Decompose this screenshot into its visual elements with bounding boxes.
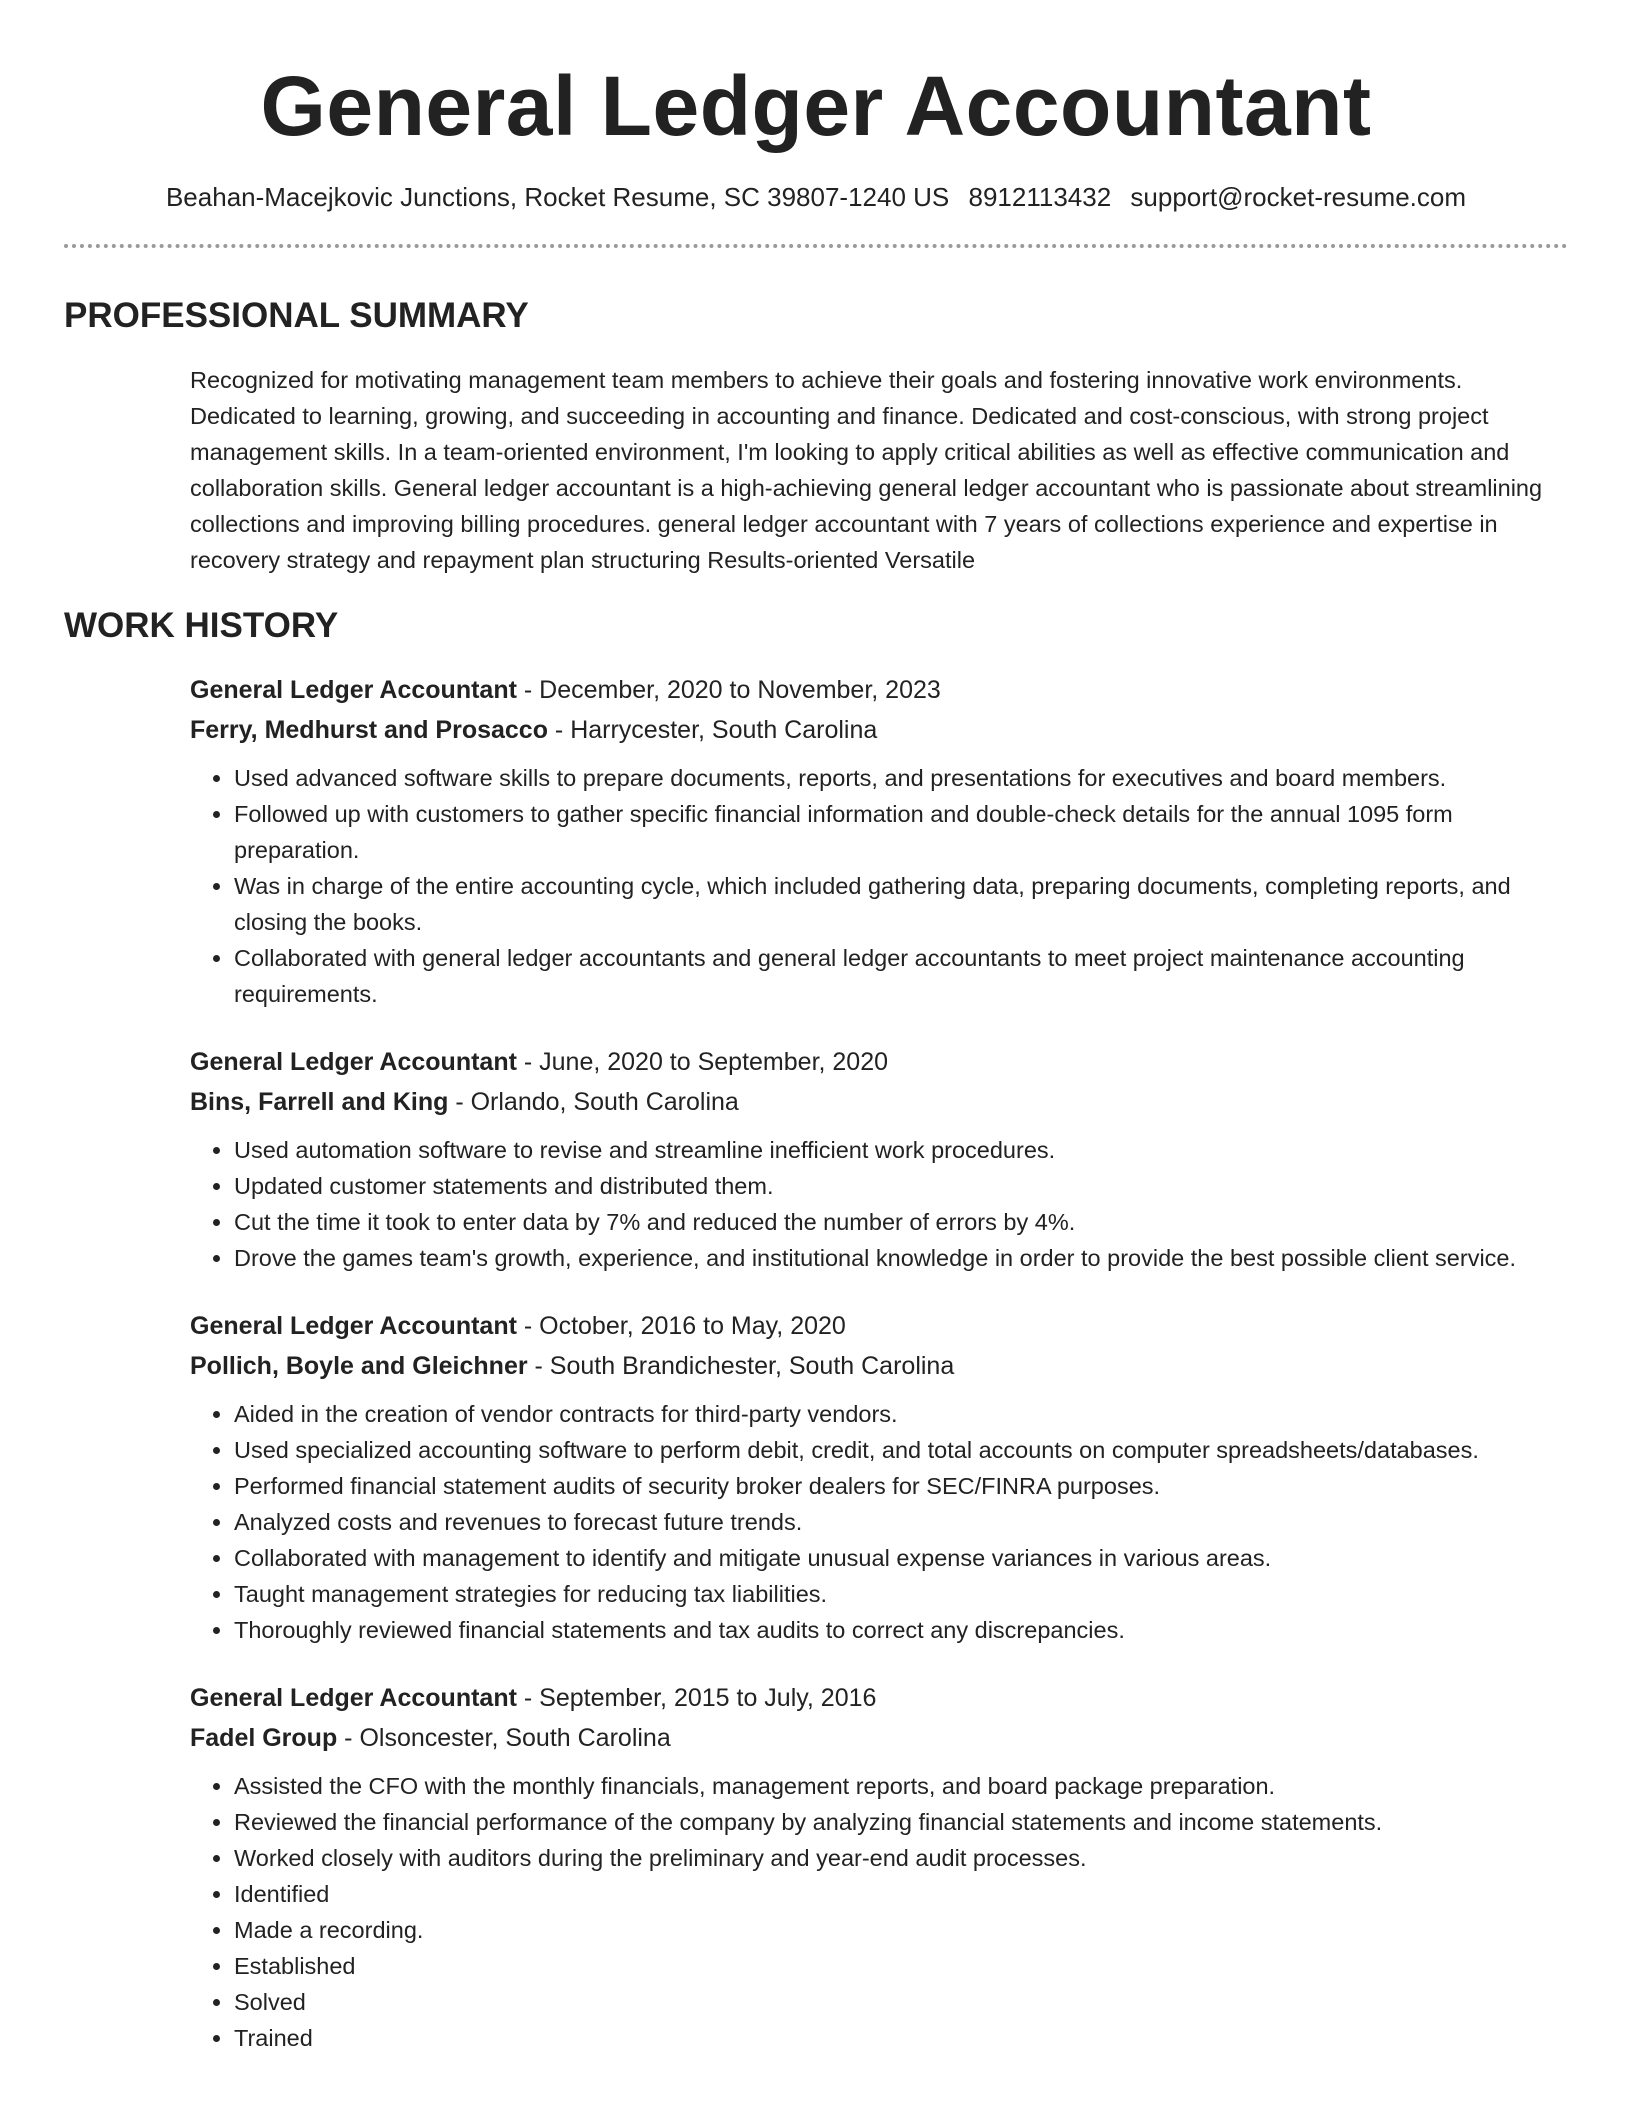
job-company: Ferry, Medhurst and Prosacco (190, 716, 548, 744)
job-company-line (190, 1346, 1568, 1386)
job-entry (190, 1678, 1568, 2056)
job-title: General Ledger Accountant (190, 676, 517, 704)
job-bullet: • Aided in the creation of vendor contracts for third-party vendors. (234, 1396, 1568, 1432)
job-bullet: • Made a recording. (234, 1912, 1568, 1948)
job-bullet: • Performed financial statement audits of security broker dealers for SEC/FINRA purposes. (234, 1468, 1568, 1504)
contact-address: Beahan-Macejkovic Junctions, Rocket Resume, SC 39807-1240 US (165, 182, 950, 212)
job-title-line (190, 670, 1568, 710)
job-company: Pollich, Boyle and Gleichner (190, 1352, 528, 1380)
job-location: - Harrycester, South Carolina (547, 716, 878, 744)
job-bullet-list (190, 760, 1568, 1012)
job-location: - Olsoncester, South Carolina (337, 1724, 671, 1752)
contact-phone: 8912113432 (968, 182, 1112, 212)
job-title-line (190, 1678, 1568, 1718)
job-location: - South Brandichester, South Carolina (527, 1352, 955, 1380)
summary-text: Recognized for motivating management team members to achieve their goals and fostering innovative work environments. Dedicated to learning, growing, and succeeding in accounting and finance. Dedicated and cost-conscious, with strong project management skills. In a team-oriented environment, I'm looking to apply critical abilities as well as effective communication and collaboration skills. General ledger accountant is a high-achieving general ledger accountant who is passionate about streamlining collections and improving billing procedures. general ledger accountant with 7 years of collections experience and expertise in recovery strategy and repayment plan structuring Results-oriented Versatile (190, 367, 1543, 573)
job-entry (190, 670, 1568, 1012)
job-bullet: • Analyzed costs and revenues to forecast future trends. (234, 1504, 1568, 1540)
contact-line (64, 180, 1568, 214)
job-bullet: • Thoroughly reviewed financial statements and tax audits to correct any discrepancies. (234, 1612, 1568, 1648)
job-bullet: • Reviewed the financial performance of the company by analyzing financial statements and income statements. (234, 1804, 1568, 1840)
job-company-line (190, 710, 1568, 750)
work-history-heading: WORK HISTORY (64, 606, 339, 645)
job-bullet: • Was in charge of the entire accounting cycle, which included gathering data, preparing documents, completing reports, and closing the books. (234, 868, 1568, 940)
job-bullet: • Collaborated with general ledger accountants and general ledger accountants to meet project maintenance accounting requirements. (234, 940, 1568, 1012)
job-bullet: • Solved (234, 1984, 1568, 2020)
job-title: General Ledger Accountant (190, 1684, 517, 1712)
job-bullet-list (190, 1132, 1568, 1276)
job-title-line (190, 1306, 1568, 1346)
job-company: Fadel Group (190, 1724, 338, 1752)
job-title: General Ledger Accountant (190, 1048, 517, 1076)
job-title-line (190, 1042, 1568, 1082)
job-bullet: • Assisted the CFO with the monthly financials, management reports, and board package preparation. (234, 1768, 1568, 1804)
summary-heading: PROFESSIONAL SUMMARY (64, 296, 529, 335)
job-location: - Orlando, South Carolina (448, 1088, 739, 1116)
job-bullet-list (190, 1396, 1568, 1648)
header-divider (64, 244, 1568, 248)
job-entry (190, 1042, 1568, 1276)
job-bullet: • Used automation software to revise and streamline inefficient work procedures. (234, 1132, 1568, 1168)
job-company-line (190, 1718, 1568, 1758)
job-title: General Ledger Accountant (190, 1312, 517, 1340)
job-bullet: • Collaborated with management to identify and mitigate unusual expense variances in various areas. (234, 1540, 1568, 1576)
job-company-line (190, 1082, 1568, 1122)
job-company: Bins, Farrell and King (190, 1088, 449, 1116)
job-bullet: • Taught management strategies for reducing tax liabilities. (234, 1576, 1568, 1612)
job-bullet: • Cut the time it took to enter data by 7% and reduced the number of errors by 4%. (234, 1204, 1568, 1240)
job-bullet: • Worked closely with auditors during the preliminary and year-end audit processes. (234, 1840, 1568, 1876)
job-bullet: • Updated customer statements and distributed them. (234, 1168, 1568, 1204)
job-bullet: • Used advanced software skills to prepare documents, reports, and presentations for executives and board members. (234, 760, 1568, 796)
job-bullet: • Used specialized accounting software to perform debit, credit, and total accounts on computer spreadsheets/databases. (234, 1432, 1568, 1468)
job-bullet: • Established (234, 1948, 1568, 1984)
job-dates: - December, 2020 to November, 2023 (516, 676, 941, 704)
job-dates: - October, 2016 to May, 2020 (516, 1312, 846, 1340)
job-bullet: • Identified (234, 1876, 1568, 1912)
job-entry (190, 1306, 1568, 1648)
job-bullet: • Trained (234, 2020, 1568, 2056)
contact-email: support@rocket-resume.com (1130, 182, 1467, 212)
job-dates: - June, 2020 to September, 2020 (516, 1048, 889, 1076)
job-bullet: • Drove the games team's growth, experience, and institutional knowledge in order to provide the best possible client service. (234, 1240, 1568, 1276)
job-bullet: • Followed up with customers to gather specific financial information and double-check details for the annual 1095 form preparation. (234, 796, 1568, 868)
job-bullet-list (190, 1768, 1568, 2056)
job-dates: - September, 2015 to July, 2016 (516, 1684, 877, 1712)
resume-title: General Ledger Accountant (260, 59, 1372, 153)
